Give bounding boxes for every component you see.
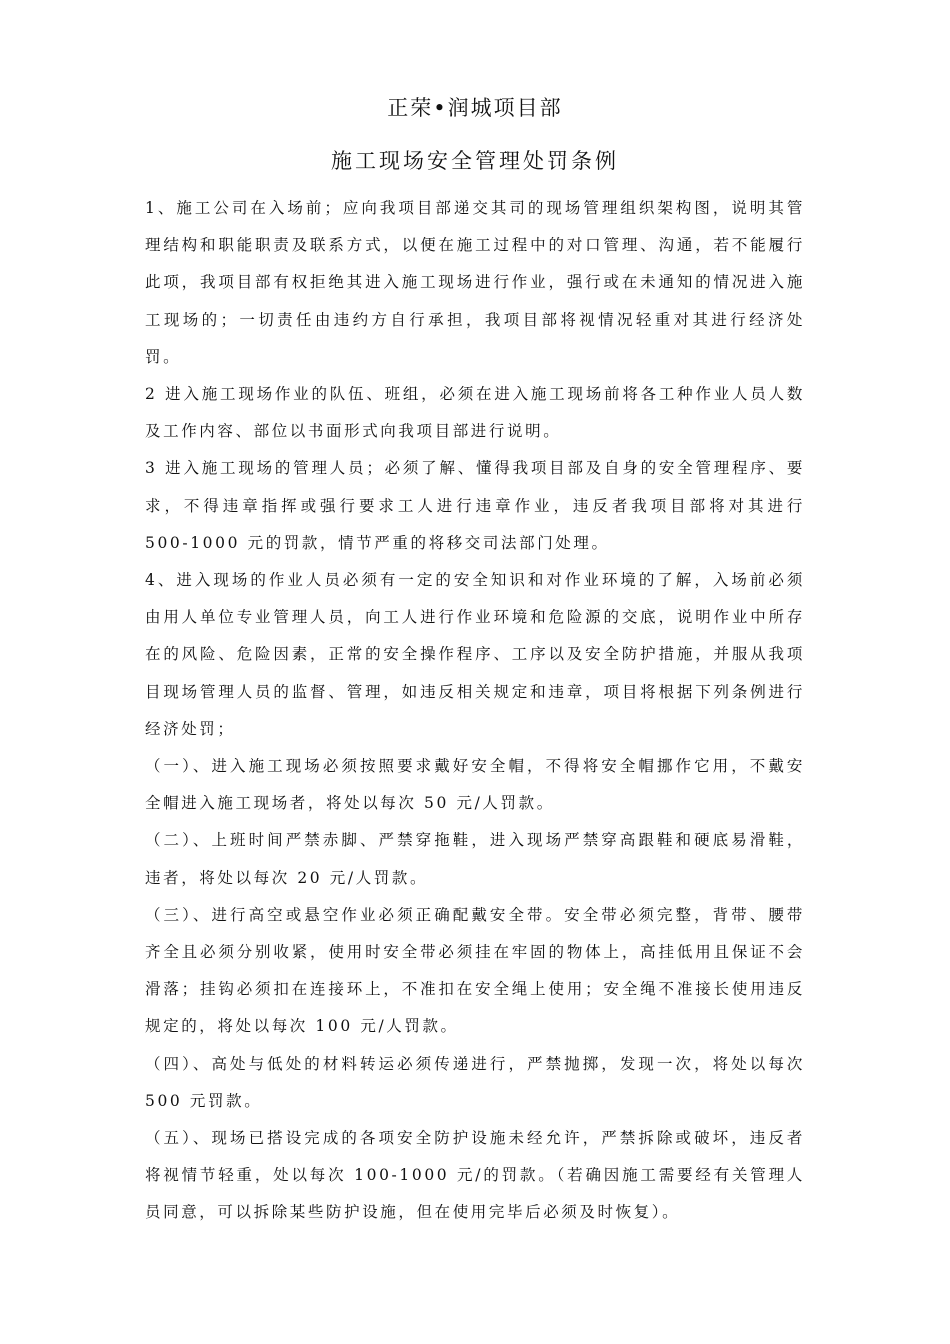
paragraph-4: 4、进入现场的作业人员必须有一定的安全知识和对作业环境的了解，入场前必须由用人单位专业管理人员，向工人进行作业环境和危险源的交底，说明作业中所存在的风险、危险因素，正常的安全操作程序、工序以及安全防护措施，并服从我项目现场管理人员的监督、管理，如违反相关规定和违章，项目将根据下列条例进行经济处罚； [145, 571, 805, 738]
clause-5: （五）、现场已搭设完成的各项安全防护设施未经允许，严禁拆除或破坏，违反者将视情节轻重，处以每次 100-1000 元/的罚款。（若确因施工需要经有关管理人员同意，可以拆除某些防护设施，但在使用完毕后必须及时恢复）。 [145, 1129, 805, 1222]
document-title: 正荣•润城项目部 [387, 96, 563, 120]
paragraph-3: 3 进入施工现场的管理人员；必须了解、懂得我项目部及自身的安全管理程序、要求，不得违章指挥或强行要求工人进行违章作业，违反者我项目部将对其进行 500-1000 元的罚款，情节严重的将移交司法部门处理。 [145, 459, 805, 552]
paragraph-1: 1、施工公司在入场前；应向我项目部递交其司的现场管理组织架构图，说明其管理结构和职能职责及联系方式，以便在施工过程中的对口管理、沟通，若不能履行此项，我项目部有权拒绝其进入施工现场进行作业，强行或在未通知的情况进入施工现场的；一切责任由违约方自行承担，我项目部将视情况轻重对其进行经济处罚。 [145, 199, 805, 366]
document-body [145, 190, 805, 1232]
clause-3: （三）、进行高空或悬空作业必须正确配戴安全带。安全带必须完整，背带、腰带齐全且必须分别收紧，使用时安全带必须挂在牢固的物体上，高挂低用且保证不会滑落；挂钩必须扣在连接环上，不准扣在安全绳上使用；安全绳不准接长使用违反规定的，将处以每次 100 元/人罚款。 [145, 905, 805, 1036]
clause-1: （一）、进入施工现场必须按照要求戴好安全帽，不得将安全帽挪作它用，不戴安全帽进入施工现场者，将处以每次 50 元/人罚款。 [145, 757, 805, 813]
clause-4: （四）、高处与低处的材料转运必须传递进行，严禁抛掷，发现一次，将处以每次 500 元罚款。 [145, 1054, 805, 1110]
document-subtitle: 施工现场安全管理处罚条例 [331, 149, 619, 173]
paragraph-2: 2 进入施工现场作业的队伍、班组，必须在进入施工现场前将各工种作业人员人数及工作内容、部位以书面形式向我项目部进行说明。 [145, 385, 805, 441]
clause-2: （二）、上班时间严禁赤脚、严禁穿拖鞋，进入现场严禁穿高跟鞋和硬底易滑鞋，违者，将处以每次 20 元/人罚款。 [145, 831, 805, 887]
